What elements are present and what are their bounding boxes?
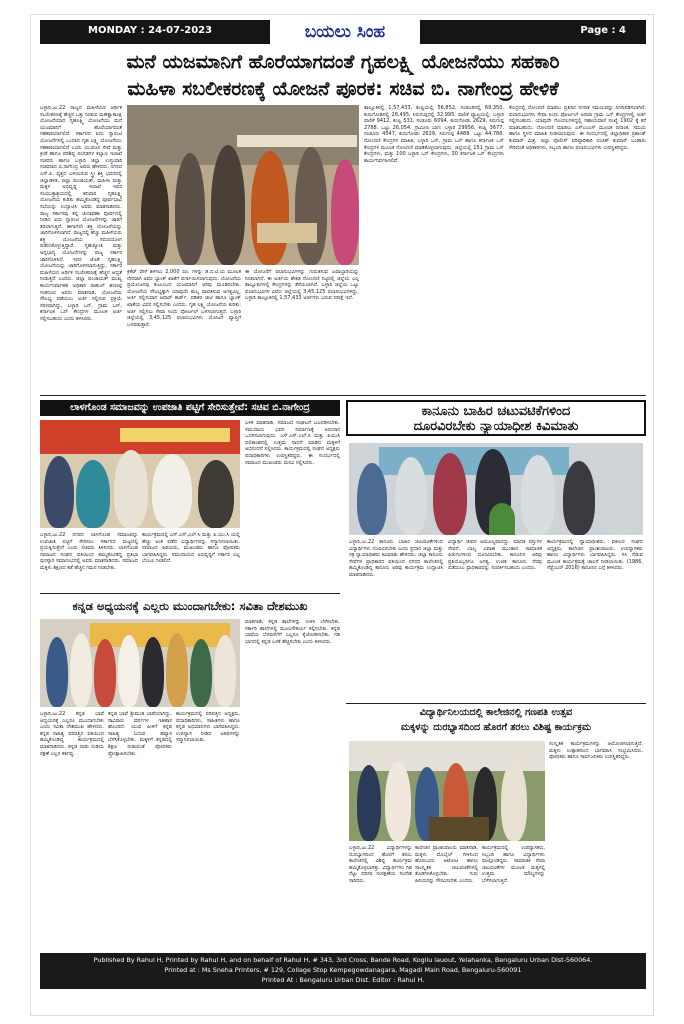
justice-body-2: ವಿದ್ಯಾರ್ಥಿ ಜೀವನ ಅಮೂಲ್ಯವಾದದ್ದು. ಮಾದಕ ವಸ್ತುಗಳ ಸೇವನೆ, ಬಾಲ್ಯ ವಿವಾಹ ಮುಂತಾದ ಸಾಮಾಜಿಕ ಪಿಡುಗುಗಳಿಂದ ದೂರವಿರಬೇಕು. ಕಾನೂನಿನ ಅರಿವು ಪ್ರತಿಯೊಬ್ಬರಿಗೂ ಅಗತ್ಯ. ಉಚಿತ ಕಾನೂನು ನೆರವು ಪಡೆಯಲು ಪ್ರಾಧಿಕಾರವನ್ನು ಸಂಪರ್ಕಿಸಬಹುದು ಎಂದರು. <box>448 539 542 572</box>
justice-headline-line1: ಕಾನೂನು ಬಾಹಿರ ಚಟುವಟಿಕೆಗಳಿಂದ <box>421 404 571 419</box>
college-headline-line1: ವಿದ್ಯಾರ್ಥಿನಿಲಯದಲ್ಲಿ ಕಾಲೇಜಿನಲ್ಲಿ ಗಣಪತಿ ಉತ್ಸವ <box>419 707 573 718</box>
masthead <box>40 20 646 44</box>
college-headline-line2: ಮಕ್ಕಳನ್ನು ದುರಭ್ಯಾಸದಿಂದ ಹೊರಗೆ ತರಲು ವಿಶಿಷ್ಟ ಕಾರ್ಯಕ್ರಮ <box>400 722 592 733</box>
college-body-3: ಕಾರ್ಯಕ್ರಮದಲ್ಲಿ ಉಪನ್ಯಾಸಕರು, ಸಿಬ್ಬಂದಿ ಹಾಗೂ ವಿದ್ಯಾರ್ಥಿಗಳು ಪಾಲ್ಗೊಂಡಿದ್ದರು. ಸಾಮಾಜಿಕ ಸೇವಾ ಚಟುವಟಿಕೆಗಳ ಮೂಲಕ ಮಕ್ಕಳಲ್ಲಿ ಉತ್ತಮ ಮೌಲ್ಯಗಳನ್ನು ಬೆಳೆಸಲಾಗುತ್ತಿದೆ. <box>482 845 545 884</box>
justice-headline <box>346 400 646 436</box>
lead-column-1: ಬಳ್ಳಾರಿ,ಜು.22 ರಾಜ್ಯದ ಮಹಿಳೆಯರ ಆರ್ಥಿಕ ಸಬಲೀಕರಣಕ್ಕೆ ಹೆಚ್ಚಿನ ಒತ್ತು ನೀಡುವ ಮಹತ್ವಾಕಾಂಕ್ಷಿ ಯೋಜನೆಯಾದ ಗೃಹಲಕ್ಷ್ಮಿ ಯೋಜನೆಯು ಮನೆ ಯಜಮಾನಿಗೆ ಹೊರೆಯಾಗದಂತೆ ಸಹಕಾರಿಯಾಗಲಿದೆ. ಸರ್ಕಾರದ ಐದು ಗ್ಯಾರಂಟಿ ಯೋಜನೆಗಳಲ್ಲಿ ಒಂದಾದ ಗೃಹ ಲಕ್ಷ್ಮಿ ಯೋಜನೆಯು ಸಹಕಾರಿಯಾಗಲಿದೆ ಎಂದು ಯುವಜನ ಸೇವೆ ಮತ್ತು ಕ್ರೀಡೆ ಹಾಗೂ ಪರಿಶಿಷ್ಟ ಪಂಗಡಗಳ ಕಲ್ಯಾಣ ಇಲಾಖೆ ಸಚಿವರು ಹಾಗೂ ಬಳ್ಳಾರಿ ಜಿಲ್ಲಾ ಉಸ್ತುವಾರಿ ಸಚಿವರಾದ ಬಿ.ನಾಗೇಂದ್ರ ಅವರು ಹೇಳಿದರು. ನಗರದ ಎಸ್.ಪಿ. ವೃತ್ತದ ಬಳಿಯಿರುವ ಸ್ತ್ರೀ ಶಕ್ತಿ ಭವನದಲ್ಲಿ ಜಿಲ್ಲಾಡಳಿತ, ಜಿಲ್ಲಾ ಪಂಚಾಯತ್, ಮಹಿಳಾ ಮತ್ತು ಮಕ್ಕಳ ಅಭಿವೃದ್ಧಿ ಇಲಾಖೆ ಇವರ ಸಂಯುಕ್ತಾಶ್ರಯದಲ್ಲಿ ಶನಿವಾರ ಗೃಹಲಕ್ಷ್ಮಿ ಯೋಜನೆಯ ಕುರಿತು ಹಮ್ಮಿಕೊಂಡಿದ್ದ ಪೂರ್ವಭಾವಿ ಸಭೆಯನ್ನು ಉದ್ಘಾಟಿಸಿ ಅವರು ಮಾತನಾಡಿದರು. ರಾಜ್ಯ ಸರ್ಕಾರವು ತನ್ನ ಚುನಾವಣಾ ಪೂರ್ವದಲ್ಲಿ ನೀಡಿದ ಐದು ಗ್ಯಾರಂಟಿ ಯೋಜನೆಗಳನ್ನು ಜಾರಿಗೆ ತರಲಾಗುತ್ತಿದೆ. ಈಗಾಗಲೇ ಶಕ್ತಿ ಯೋಜನೆಯನ್ನು ಜಾರಿಗೊಳಿಸಲಾಗಿದೆ. ರಾಜ್ಯದಲ್ಲಿ ಹೆಚ್ಚು ಮಹಿಳೆಯರು ಶಕ್ತಿ ಯೋಜನೆಯ ಸದುಪಯೋಗ ಪಡೆದುಕೊಳ್ಳುತ್ತಿದ್ದಾರೆ. ಗೃಹಜ್ಯೋತಿ ಮತ್ತು ಅನ್ನಭಾಗ್ಯ ಯೋಜನೆಗಳನ್ನು ರಾಜ್ಯ ಸರ್ಕಾರ ಜಾರಿಗೊಳಿಸಿದೆ. ಇದರ ಜೊತೆ ಗೃಹಲಕ್ಷ್ಮಿ ಯೋಜನೆಯನ್ನು ಜಾರಿಗೊಳಿಸಲಾಗುತ್ತಿದ್ದು, ಸರ್ಕಾರ ಮಹಿಳೆಯರ ಆರ್ಥಿಕ ಸಬಲೀಕರಣಕ್ಕೆ ಹೆಚ್ಚಿನ ಆದ್ಯತೆ ನೀಡುತ್ತಿದೆ ಎಂದರು. ಜಿಲ್ಲಾ ಪಂಚಾಯತ್ ಮುಖ್ಯ ಕಾರ್ಯನಿರ್ವಾಹಕ ಅಧಿಕಾರಿ ರಾಹುಲ್ ಶರಣಪ್ಪ ಸಂಕನೂರ ಅವರು ಮಾತನಾಡಿ, ಯೋಜನೆಯ ಸೌಲಭ್ಯ ಪಡೆಯಲು ಅರ್ಜಿ ಸಲ್ಲಿಸುವ ಪ್ರಕ್ರಿಯೆ ಸರಳವಾಗಿದ್ದು, ಬಳ್ಳಾರಿ ಒನ್, ಗ್ರಾಮ ಒನ್, ಕರ್ನಾಟಕ ಒನ್ ಕೇಂದ್ರಗಳ ಮೂಲಕ ಅರ್ಜಿ ಸಲ್ಲಿಸಬಹುದು ಎಂದು ತಿಳಿಸಿದರು. <box>40 105 122 322</box>
lead-column-5: ತಾಲ್ಲೂಕಿನಲ್ಲಿ 1,57,433, ಕಂಪ್ಲಿಯಲ್ಲಿ 56,852, ಸಂಡೂರಿನಲ್ಲಿ 69,350, ಕುರುಗೋಡಿನಲ್ಲಿ 28,495, ಸಿರುಗುಪ್ಪದಲ್ಲಿ 32,995. ಪಾಲಿಕೆ ವ್ಯಾಪ್ತಿಯಲ್ಲಿ: ಬಳ್ಳಾರಿ ಪಾಲಿಕೆ 9412, ಕಂಪ್ಲಿ 531, ಸಂಡೂರು 6094, ಕುರುಗೋಡು 2629, ಸಿರುಗುಪ್ಪ 2788. ಒಟ್ಟು 26,054. ಗ್ರಾಮೀಣ ಭಾಗ: ಬಳ್ಳಾರಿ 29956, ಕಂಪ್ಲಿ 3677, ಸಂಡೂರು 4547, ಕುರುಗೋಡು 2629, ಸಿರುಗುಪ್ಪ 4488. ಒಟ್ಟು 44,786. ನೋಂದಣಿ ಕೇಂದ್ರಗಳ ಮಾಹಿತಿ: ಬಳ್ಳಾರಿ ಒನ್, ಗ್ರಾಮ ಒನ್ ಹಾಗೂ ಕರ್ನಾಟಕ ಒನ್ ಕೇಂದ್ರಗಳ ಮೂಲಕ ನೋಂದಣಿ ಮಾಡಿಕೊಳ್ಳಲಾಗುವುದು. ಜಿಲ್ಲೆಯಲ್ಲಿ 151 ಗ್ರಾಮ ಒನ್ ಕೇಂದ್ರಗಳು, ಮತ್ತು 100 ಬಳ್ಳಾರಿ ಒನ್ ಕೇಂದ್ರಗಳು, 30 ಕರ್ನಾಟಕ ಒನ್ ಕೇಂದ್ರಗಳು ಕಾರ್ಯನಿರ್ವಹಿಸಲಿವೆ. <box>364 105 504 164</box>
lead-column-3: ಕ್ರಿಕೆಟ್ ವೇಳೆ ತಿಳಿಸಲು 2,000 ರೂ. ಗಳನ್ನು ಡಿ.ಬಿ.ಟಿ.ಯ ಮೂಲಕ ನೇರವಾಗಿ ಅವರ ಬ್ಯಾಂಕ್ ಖಾತೆಗೆ ವರ್ಗಾಯಿಸಲಾಗುವುದು. ಯೋಜನೆಯ ಪ್ರಯೋಜನವು ಕುಟುಂಬದ ಯಜಮಾನಿಗೆ ಅರಿವು ಮೂಡಿಸಬೇಕು. ಯೋಜನೆಯ ಸೌಲಭ್ಯಕ್ಕಾಗಿ ಯಾವುದೇ ಶುಲ್ಕ ಪಾವತಿಸುವ ಅಗತ್ಯವಿಲ್ಲ. ಅರ್ಜಿ ಸಲ್ಲಿಸುವಾಗ ಆಧಾರ್ ಕಾರ್ಡ್, ಪಡಿತರ ಚೀಟಿ ಹಾಗೂ ಬ್ಯಾಂಕ್ ಖಾತೆಯ ವಿವರ ಸಲ್ಲಿಸಬೇಕು ಎಂದರು. ಗೃಹ ಲಕ್ಷ್ಮಿ ಯೋಜನೆಯ ಕುರಿತು: ಅರ್ಜಿ ಸಲ್ಲಿಸಲು ಸೇವಾ ಸಿಂಧು ಪೋರ್ಟಲ್ ಬಳಸಲಾಗುತ್ತದೆ. ಬಳ್ಳಾರಿ ಜಿಲ್ಲೆಯಲ್ಲಿ 3,45,125 ಫಲಾನುಭವಿಗಳು ಯೋಜನೆ ವ್ಯಾಪ್ತಿಗೆ ಒಳಪಡುತ್ತಾರೆ. <box>127 269 241 328</box>
justice-body-1: ಬಳ್ಳಾರಿ,ಜು.22 ಕಾನೂನು ಬಾಹಿರ ಚಟುವಟಿಕೆಗಳಿಂದ ವಿದ್ಯಾರ್ಥಿಗಳು ದೂರವಿರಬೇಕು ಎಂದು ಪ್ರಧಾನ ಜಿಲ್ಲಾ ಮತ್ತು ಸತ್ರ ನ್ಯಾಯಾಧೀಶರು ಕಿವಿಮಾತು ಹೇಳಿದರು. ಜಿಲ್ಲಾ ಕಾನೂನು ಸೇವೆಗಳ ಪ್ರಾಧಿಕಾರದ ವತಿಯಿಂದ ನಗರದ ಕಾಲೇಜಿನಲ್ಲಿ ಹಮ್ಮಿಕೊಂಡಿದ್ದ ಕಾನೂನು ಅರಿವು ಕಾರ್ಯಕ್ರಮ ಉದ್ಘಾಟಿಸಿ ಮಾತನಾಡಿದರು. <box>349 539 443 578</box>
lalagonda-headline: ಲಾಳಗೊಂಡ ಸಮಾಜವನ್ನು ಉಪಜಾತಿ ಪಟ್ಟಿಗೆ ಸೇರಿಸುತ್ತೇವೆ: ಸಚಿವ ಬಿ.ನಾಗೇಂದ್ರ <box>40 400 340 416</box>
college-body-1: ಬಳ್ಳಾರಿ,ಜು.22 ವಿದ್ಯಾರ್ಥಿಗಳನ್ನು ದುರಭ್ಯಾಸದಿಂದ ಹೊರಗೆ ತರಲು ಕಾಲೇಜಿನಲ್ಲಿ ವಿಶಿಷ್ಟ ಕಾರ್ಯಕ್ರಮ ಹಮ್ಮಿಕೊಳ್ಳಲಾಗಿತ್ತು. ವಿದ್ಯಾರ್ಥಿಗಳು ಗಿಡ ನೆಟ್ಟು ಪರಿಸರ ಸಂರಕ್ಷಣೆಯ ಸಂದೇಶ ಸಾರಿದರು. <box>349 845 412 884</box>
lead-headline-line1: ಮನೆ ಯಜಮಾನಿಗೆ ಹೊರೆಯಾಗದಂತೆ ಗೃಹಲಕ್ಷ್ಮಿ ಯೋಜನೆಯು ಸಹಕಾರಿ <box>126 51 560 73</box>
lalagonda-photo <box>40 420 240 528</box>
imprint-printer: Printed at : Ms Sneha Printers, # 129, Collage Stop Kempegowdanagara, Magadi Main Road, Bengaluru-560091 <box>164 966 522 974</box>
imprint-editor: Printed At : Bengaluru Urban Dist. Editor : Rahul H. <box>261 976 425 984</box>
kannada-body-3: ಕಾರ್ಯಕ್ರಮದಲ್ಲಿ ಪರಿಷತ್ತಿನ ಅಧ್ಯಕ್ಷರು, ಪದಾಧಿಕಾರಿಗಳು, ಸಾಹಿತಿಗಳು ಹಾಗೂ ಕನ್ನಡ ಅಭಿಮಾನಿಗಳು ಭಾಗವಹಿಸಿದ್ದರು. ಉಪನ್ಯಾಸ ನೀಡಿದ ಅತಿಥಿಗಳನ್ನು ಸನ್ಮಾನಿಸಲಾಯಿತು. <box>176 711 240 744</box>
kannada-body-4: ಮಾತನಾಡಿ, ಕನ್ನಡ ಶಾಲೆಗಳನ್ನು ಉಳಿಸಿ ಬೆಳೆಸಬೇಕು. ಸರ್ಕಾರಿ ಶಾಲೆಗಳಲ್ಲಿ ಮೂಲಸೌಕರ್ಯ ಕಲ್ಪಿಸಬೇಕು. ಕನ್ನಡ ಭಾಷೆಯ ಬೆಳವಣಿಗೆಗೆ ಎಲ್ಲರೂ ಕೈಜೋಡಿಸಬೇಕು. ಗಡಿ ಭಾಗದಲ್ಲಿ ಕನ್ನಡ ಬಳಕೆ ಹೆಚ್ಚಿಸಬೇಕು ಎಂದು ತಿಳಿಸಿದರು. <box>245 619 340 645</box>
section-divider <box>40 593 340 594</box>
lead-headline-line2: ಮಹಿಳಾ ಸಬಲೀಕರಣಕ್ಕೆ ಯೋಜನೆ ಪೂರಕ: ಸಚಿವ ಬಿ. ನಾಗೇಂದ್ರ ಹೇಳಿಕೆ <box>127 78 559 100</box>
kannada-body-1: ಬಳ್ಳಾರಿ,ಜು.22 ಕನ್ನಡ ಭಾಷೆ ಅಧ್ಯಯನಕ್ಕೆ ಎಲ್ಲರೂ ಮುಂದಾಗಬೇಕು ಎಂದು ಸವಿತಾ ದೇಶಮುಖ ಹೇಳಿದರು. ಕನ್ನಡ ಸಾಹಿತ್ಯ ಪರಿಷತ್ತಿನ ವತಿಯಿಂದ ಹಮ್ಮಿಕೊಂಡಿದ್ದ ಕಾರ್ಯಕ್ರಮದಲ್ಲಿ ಮಾತನಾಡಿದರು. ಕನ್ನಡ ನಾಡು ನುಡಿಯ ರಕ್ಷಣೆ ಎಲ್ಲರ ಕರ್ತವ್ಯ. <box>40 711 104 757</box>
lalagonda-body-1: ಬಳ್ಳಾರಿ,ಜು.22 ನಗರದ ಲಾಳಗೊಂಡ ಸಮಾಜವನ್ನು ಉಪಜಾತಿ ಪಟ್ಟಿಗೆ ಸೇರಿಸಲು ಸರ್ಕಾರದ ಮಟ್ಟದಲ್ಲಿ ಪ್ರಯತ್ನಿಸುತ್ತೇನೆ ಎಂದು ಸಚಿವರು ತಿಳಿಸಿದರು. ಲಾಳಗೊಂಡ ಸಮಾಜದ ಸಂಘದ ವತಿಯಿಂದ ಹಮ್ಮಿಕೊಂಡಿದ್ದ ಪ್ರತಿಭಾ ಪುರಸ್ಕಾರ ಸಮಾರಂಭದಲ್ಲಿ ಅವರು ಮಾತನಾಡಿದರು. ಸಮಾಜದ ಮಕ್ಕಳು ಶಿಕ್ಷಣದ ಕಡೆ ಹೆಚ್ಚಿನ ಗಮನ ನೀಡಬೇಕು. <box>40 532 138 571</box>
college-headline <box>346 705 646 737</box>
lalagonda-body-2: ಕಾರ್ಯಕ್ರಮದಲ್ಲಿ ಎಸ್.ಎಸ್.ಎಲ್.ಸಿ ಮತ್ತು ಪಿ.ಯು.ಸಿ ಯಲ್ಲಿ ಹೆಚ್ಚು ಅಂಕ ಪಡೆದ ವಿದ್ಯಾರ್ಥಿಗಳನ್ನು ಸನ್ಮಾನಿಸಲಾಯಿತು. ಸಮಾಜದ ಹಿರಿಯರು, ಮುಖಂಡರು ಹಾಗೂ ಪೋಷಕರು ಭಾಗವಹಿಸಿದ್ದರು. ಸಮುದಾಯದ ಅಭಿವೃದ್ಧಿಗೆ ಸರ್ಕಾರ ಎಲ್ಲ ಬೆಂಬಲ ನೀಡಲಿದೆ. <box>142 532 240 565</box>
imprint-footer <box>40 953 646 989</box>
kannada-photo <box>40 619 240 707</box>
lalagonda-body-3: ಬಳಿಕ ಮಾತನಾಡಿ, ಸಮಾಜದ ಸಂಘಟನೆ ಬಲಪಡಿಸಬೇಕು. ಸಮುದಾಯ ಭವನ ನಿರ್ಮಾಣಕ್ಕೆ ಅನುದಾನ ಒದಗಿಸಲಾಗುವುದು. ಎಸ್.ಎಸ್.ಎಲ್.ಸಿ ಮತ್ತು ಪಿಯುಸಿ ಫಲಿತಾಂಶದಲ್ಲಿ ಉತ್ತಮ ಸಾಧನೆ ಮಾಡಿದ ಮಕ್ಕಳಿಗೆ ಅಭಿನಂದನೆ ಸಲ್ಲಿಸಿದರು. ಕಾರ್ಯಕ್ರಮದಲ್ಲಿ ಸಂಘದ ಅಧ್ಯಕ್ಷರು ಪದಾಧಿಕಾರಿಗಳು ಉಪಸ್ಥಿತರಿದ್ದರು. ಈ ಸಂದರ್ಭದಲ್ಲಿ ಸಮಾಜದ ಮುಖಂಡರು ಮನವಿ ಸಲ್ಲಿಸಿದರು. <box>245 420 340 466</box>
section-divider <box>40 395 646 396</box>
lead-column-6: ಕೇಂದ್ರದಲ್ಲಿ ನೋಂದಣಿ ಮಾಡಲು ಪ್ರತಿದಿನ ನಿಗದಿತ ಸಮಯವನ್ನು ನಿಗದಿಪಡಿಸಲಾಗಿದೆ. ಫಲಾನುಭವಿಗಳು ಸೇವಾ ಸಿಂಧು ಪೋರ್ಟಲ್ ಅಥವಾ ಗ್ರಾಮ ಒನ್ ಕೇಂದ್ರಗಳಲ್ಲಿ ಅರ್ಜಿ ಸಲ್ಲಿಸಬಹುದು. ಯಾವುದೇ ಗೊಂದಲಗಳಿದ್ದಲ್ಲಿ ಸಹಾಯವಾಣಿ ಸಂಖ್ಯೆ 1902 ಕ್ಕೆ ಕರೆ ಮಾಡಬಹುದು. ನೋಂದಣಿ ಮಾಡಲು ಎಸ್‌ಎಂಎಸ್ ಮೂಲಕ ದಿನಾಂಕ, ಸಮಯ ಹಾಗೂ ಸ್ಥಳದ ಮಾಹಿತಿ ನೀಡಲಾಗುವುದು. ಈ ಸಂದರ್ಭದಲ್ಲಿ ಜಿಲ್ಲಾಧಿಕಾರಿ ಪ್ರಶಾಂತ್ ಕುಮಾರ್ ಮಿಶ್ರ, ಜಿಲ್ಲಾ ಪೊಲೀಸ್ ವರಿಷ್ಠಾಧಿಕಾರಿ ರಂಜಿತ್ ಕುಮಾರ್ ಬಂಡಾರು ಸೇರಿದಂತೆ ಅಧಿಕಾರಿಗಳು, ಸಿಬ್ಬಂದಿ ಹಾಗೂ ಫಲಾನುಭವಿಗಳು ಉಪಸ್ಥಿತರಿದ್ದರು. <box>509 105 646 151</box>
newspaper-page <box>30 14 654 1016</box>
paper-name: ಬಯಲು ಸಿಂಹ <box>270 20 420 44</box>
justice-photo <box>349 443 643 535</box>
issue-date: MONDAY : 24-07-2023 <box>88 25 213 36</box>
college-body-2: ಕಾಲೇಜಿನ ಪ್ರಾಂಶುಪಾಲರು ಮಾತನಾಡಿ, ಮಕ್ಕಳು ಮೊಬೈಲ್ ಗೀಳಿನಿಂದ ಹೊರಬಂದು ಆಟೋಟ ಹಾಗೂ ಸಾಂಸ್ಕೃತಿಕ ಚಟುವಟಿಕೆಗಳಲ್ಲಿ ತೊಡಗಿಸಿಕೊಳ್ಳಬೇಕು. ಗುರು ಹಿರಿಯರನ್ನು ಗೌರವಿಸಬೇಕು ಎಂದರು. <box>415 845 478 884</box>
college-photo <box>349 741 545 841</box>
kannada-body-2: ಕನ್ನಡ ಭಾಷೆ ಶ್ರೀಮಂತ ಭಾಷೆಯಾಗಿದ್ದು, ಸಾವಿರಾರು ವರ್ಷಗಳ ಇತಿಹಾಸ ಹೊಂದಿದೆ. ಯುವ ಪೀಳಿಗೆ ಕನ್ನಡ ಸಾಹಿತ್ಯ ಓದುವ ಹವ್ಯಾಸ ಬೆಳೆಸಿಕೊಳ್ಳಬೇಕು. ಮಕ್ಕಳಿಗೆ ಕನ್ನಡದಲ್ಲಿ ಶಿಕ್ಷಣ ನೀಡುವಂತೆ ಪೋಷಕರು ಪ್ರೋತ್ಸಾಹಿಸಬೇಕು. <box>108 711 172 757</box>
justice-body-3: ಕಾರ್ಯಕ್ರಮದಲ್ಲಿ ನ್ಯಾಯಾಧೀಶರು, ವಕೀಲರ ಸಂಘದ ಅಧ್ಯಕ್ಷರು, ಕಾಲೇಜಿನ ಪ್ರಾಂಶುಪಾಲರು, ಉಪನ್ಯಾಸಕರು ಹಾಗೂ ವಿದ್ಯಾರ್ಥಿಗಳು ಭಾಗವಹಿಸಿದ್ದರು. ಸಸಿ ನೆಡುವ ಮೂಲಕ ಕಾರ್ಯಕ್ರಮಕ್ಕೆ ಚಾಲನೆ ನೀಡಲಾಯಿತು. (1986, ಸೆಪ್ಟೆಂಬರ್ 2016) ಕಾನೂನಿನ ಬಗ್ಗೆ ತಿಳಿಸಿದರು. <box>547 539 643 572</box>
imprint-publisher: Published By Rahul H, Printed by Rahul H, and on behalf of Rahul H, # 343, 3rd Cross, Bande Road, Kogilu lauout, Yelahanka, Bengaluru Urban Dist-560064. <box>93 956 593 964</box>
lead-photo <box>127 105 359 265</box>
page-number: Page : 4 <box>580 25 626 36</box>
justice-headline-line2: ದೂರವಿರಬೇಕು ನ್ಯಾಯಾಧೀಶ ಕಿವಿಮಾತು <box>413 419 579 434</box>
section-divider <box>346 703 646 704</box>
kannada-headline: ಕನ್ನಡ ಅಧ್ಯಯನಕ್ಕೆ ಎಲ್ಲರು ಮುಂದಾಗಬೇಕು: ಸವಿತಾ ದೇಶಮುಖ <box>72 599 308 613</box>
college-body-4: ಸಂಸ್ಕೃತಿಕ ಕಾರ್ಯಕ್ರಮಗಳನ್ನು ಆಯೋಜಿಸಲಾಗುತ್ತಿದೆ. ಮಕ್ಕಳು ಉತ್ಸಾಹದಿಂದ ಭಾಗವಹಿಸಿ ಸಂಭ್ರಮಿಸಿದರು. ಪೋಷಕರು ಹಾಗೂ ಸಾರ್ವಜನಿಕರು ಉಪಸ್ಥಿತರಿದ್ದರು. <box>549 741 643 761</box>
lead-column-4: ಈ ಯೋಜನೆಗೆ ಫಲಾನುಭವಿಗಳನ್ನು ಗುರುತಿಸುವ ಜವಾಬ್ದಾರಿಯನ್ನು ನೀಡಲಾಗಿದೆ. ಈ ಅರ್ಜಿಯ ಶೇಕಡ ನೋಂದಣಿ ನಿಟ್ಟಿನಲ್ಲಿ ಜಿಲ್ಲೆಯ ಎಲ್ಲ ತಾಲ್ಲೂಕುಗಳಲ್ಲಿ ಕೇಂದ್ರಗಳನ್ನು ತೆರೆಯಲಾಗಿದೆ. ಬಳ್ಳಾರಿ ಜಿಲ್ಲೆಯ ಒಟ್ಟು ಫಲಾನುಭವಿಗಳ ವಿವರ: ಜಿಲ್ಲೆಯಲ್ಲಿ 3,45,125 ಫಲಾನುಭವಿಗಳಿದ್ದು, ಬಳ್ಳಾರಿ ತಾಲ್ಲೂಕಿನಲ್ಲಿ 1,57,433 ಅರ್ಜಿಗಳು ಬರುವ ನಿರೀಕ್ಷೆ ಇದೆ. <box>245 269 359 302</box>
